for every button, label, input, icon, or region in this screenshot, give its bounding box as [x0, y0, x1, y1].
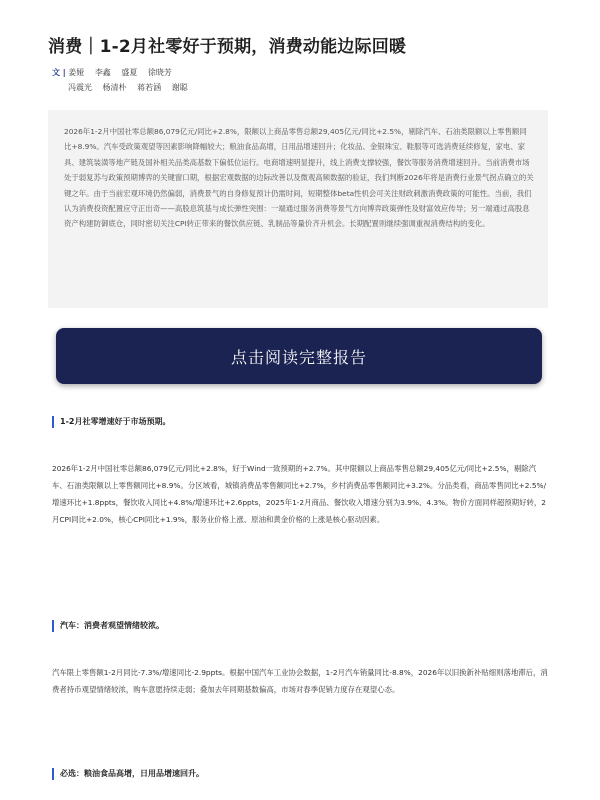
- page-title: 消费｜1-2月社零好于预期，消费动能边际回暖: [48, 37, 407, 57]
- author-name: 冯震光: [68, 83, 92, 92]
- section-body-auto: 汽车限上零售额1-2月同比-7.3%/增速同比-2.9ppts。根据中国汽车工业协会数据，1-2月汽车销量同比-8.8%，2026年以旧换新补贴细则落地滞后，消费者持币观望情绪较浓，购车意愿持续走弱；叠加去年同期基数偏高，市场对春季促销力度存在观望心态。: [52, 668, 548, 694]
- author-name: 姜娅: [68, 68, 85, 77]
- author-line-2: [52, 80, 532, 95]
- author-name: 盛夏: [121, 68, 138, 77]
- author-name: 谢聪: [171, 83, 188, 92]
- author-list: [52, 65, 532, 95]
- section-heading-essentials: 必选：粮油食品高增，日用品增速回升。: [52, 768, 550, 780]
- author-name: 徐晓芳: [147, 68, 172, 77]
- section-body-retail-sales: 2026年1-2月中国社零总额86,079亿元/同比+2.8%，好于Wind一致预期的+2.7%。其中限额以上商品零售总额29,405亿元/同比+2.5%，剔除汽车、石油类限额以上零售额同比+8.9%。分区域看，城镇消费品零售额同比+2.7%，乡村消费品零售额同比+3.2%。分品类看，商品零售同比+2.5%/增速环比+1.8ppts，餐饮收入同比+4.8%/增速环比+2.6ppts，2025年1-2月商品、餐饮收入增速分别为3.9%、4.3%。物价方面同样超预期好转，2月CPI同比+2.0%，核心CPI同比+1.9%，服务业价格上涨、原油和黄金价格的上涨是核心驱动因素。: [52, 464, 547, 524]
- section-heading-auto: 汽车：消费者观望情绪较浓。: [52, 620, 550, 632]
- section-heading-retail-sales: 1-2月社零增速好于市场预期。: [52, 416, 550, 428]
- author-line-1: [52, 65, 532, 80]
- author-name: 李鑫: [94, 68, 111, 77]
- author-tag: 文 |: [52, 68, 66, 77]
- author-name: 杨清朴: [102, 83, 127, 92]
- summary-box: 2026年1-2月中国社零总额86,079亿元/同比+2.8%，限额以上商品零售总额29,405亿元/同比+2.5%，剔除汽车、石油类限额以上零售额同比+8.9%。汽车受政策观望等因素影响降幅较大；粮油食品高增，日用品增速回升；化妆品、金银珠宝、鞋服等可选消费延续修复，家电、家具、建筑装潢等地产链及国补相关品类高基数下偏低位运行。电商增速明显提升，线上消费支撑较强，餐饮等服务消费增速回升。当前消费市场处于弱复苏与政策预期博弈的关键窗口期，根据宏观数据的边际改善以及微观高频数据的验证，我们判断2026年将是消费行业景气拐点确立的关键之年。由于当前宏观环境仍然偏弱，消费景气的自身修复预计仍需时间，短期整体beta性机会可关注财政刺激消费政策的可能性。当前，我们认为消费投资配置应守正出奇——高股息筑基与成长弹性突围：一端通过服务消费等景气方向博弈政策弹性及财富效应传导；另一端通过高股息资产构建防御底仓，同时密切关注CPI转正带来的餐饮供应链、乳制品等量价齐升机会。长期配置则继续强调重视消费结构的变化。: [48, 110, 548, 308]
- read-full-report-button[interactable]: 点击阅读完整报告: [56, 328, 542, 384]
- author-name: 蒋若涵: [137, 83, 162, 92]
